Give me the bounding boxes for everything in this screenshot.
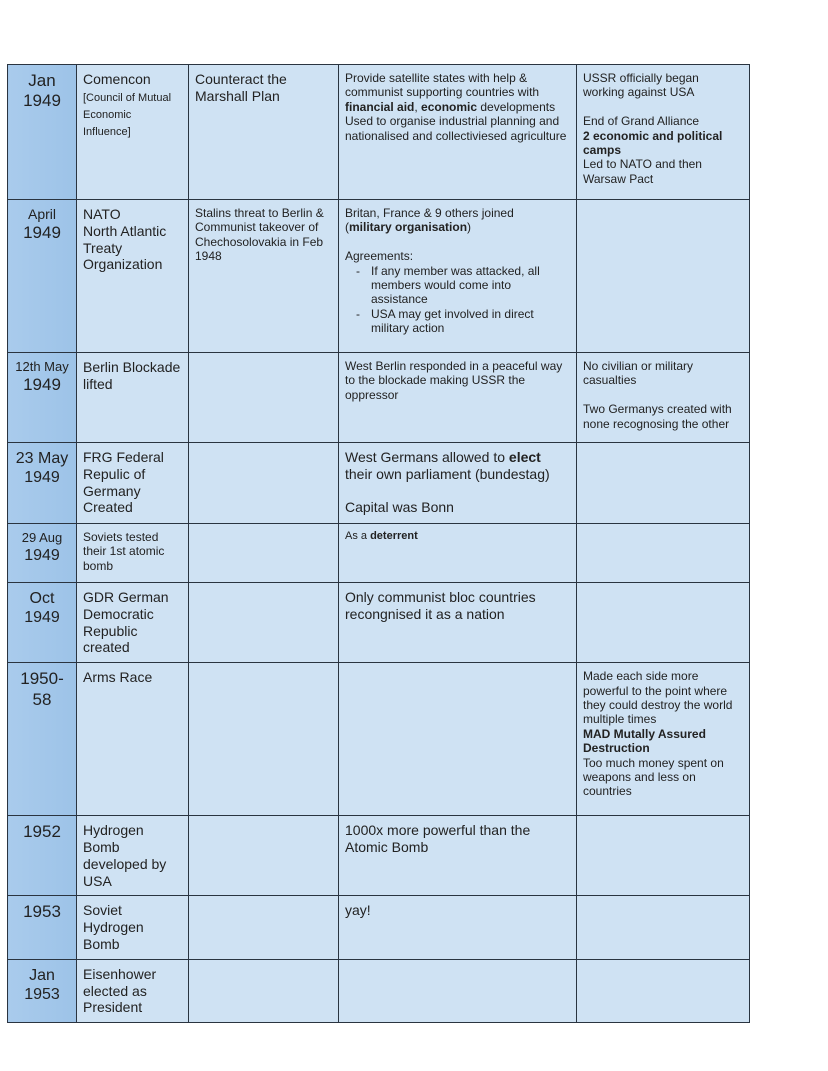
text-line xyxy=(83,669,182,686)
event-cell xyxy=(77,65,189,200)
table-row xyxy=(8,524,750,583)
history-timeline-table xyxy=(7,64,750,1023)
date-year: 1949 xyxy=(23,222,61,242)
event-cell xyxy=(77,959,189,1022)
date-cell xyxy=(8,524,77,583)
table-row xyxy=(8,443,750,524)
text-line xyxy=(83,88,182,140)
table-row xyxy=(8,896,750,959)
bold-text: military organisation xyxy=(349,220,468,235)
text-segment: Provide satellite states with help & communist supporting countries with xyxy=(345,71,540,100)
text-segment: If any member was attacked, all members would come into assistance xyxy=(371,263,540,307)
text-segment: Stalins threat to Berlin & Communist takeover of Chechosolovakia in Feb 1948 xyxy=(195,206,324,264)
bullet-dash-icon: - xyxy=(356,306,360,321)
bullet-item xyxy=(345,264,570,307)
text-line xyxy=(345,71,570,114)
text-line xyxy=(583,727,743,756)
cause-cell xyxy=(189,959,339,1022)
table-row xyxy=(8,583,750,663)
description-cell xyxy=(339,443,577,524)
cause-cell xyxy=(189,443,339,524)
text-line xyxy=(345,249,570,263)
text-line xyxy=(345,483,570,500)
text-line xyxy=(83,206,182,223)
text-line xyxy=(583,359,743,388)
event-cell xyxy=(77,663,189,816)
text-line xyxy=(345,235,570,249)
cause-cell xyxy=(189,896,339,959)
text-segment: Two Germanys created with none recognosing the other xyxy=(583,402,732,431)
table-body xyxy=(8,65,750,1023)
date-cell xyxy=(8,443,77,524)
text-line xyxy=(83,71,182,88)
text-line xyxy=(345,114,570,143)
text-segment: Berlin Blockade lifted xyxy=(83,359,181,392)
text-segment: As a xyxy=(345,530,371,542)
date-month: 1953 xyxy=(23,902,61,922)
text-segment: No civilian or military casualties xyxy=(583,359,694,388)
event-cell xyxy=(77,443,189,524)
date-month: 1950- xyxy=(20,669,64,689)
date-month: 29 Aug xyxy=(21,530,63,545)
bullet-text xyxy=(371,307,570,336)
cause-cell xyxy=(189,200,339,353)
bold-text: economic xyxy=(421,99,478,114)
text-segment: ) xyxy=(467,220,472,235)
text-line xyxy=(345,822,570,856)
text-line xyxy=(583,756,743,799)
text-line xyxy=(345,902,570,919)
event-cell xyxy=(77,583,189,663)
bold-text: 2 economic and political camps xyxy=(583,128,723,157)
text-line xyxy=(83,223,182,273)
text-segment: Agreements: xyxy=(345,249,414,264)
text-segment: Soviet Hydrogen Bomb xyxy=(83,902,144,952)
date-year: 58 xyxy=(32,689,52,709)
text-segment: ( xyxy=(345,220,349,235)
text-segment: FRG Federal Repulic of Germany Created xyxy=(83,449,164,516)
text-segment: , xyxy=(414,99,422,114)
text-line xyxy=(345,589,570,623)
table-row xyxy=(8,200,750,353)
date-cell xyxy=(8,65,77,200)
text-segment: West Germans allowed to xyxy=(345,449,509,465)
bold-text: MAD Mutally Assured Destruction xyxy=(583,726,706,756)
text-segment: Led to NATO and then Warsaw Pact xyxy=(583,157,702,186)
bullet-dash-icon: - xyxy=(356,263,360,278)
date-month: Jan xyxy=(29,966,55,984)
text-line xyxy=(345,499,570,516)
consequence-cell xyxy=(577,583,750,663)
text-segment: Britan, France & 9 others joined xyxy=(345,206,514,220)
text-segment: Eisenhower elected as President xyxy=(83,965,157,1016)
date-year: 1949 xyxy=(24,609,60,627)
event-cell xyxy=(77,200,189,353)
text-segment: End of Grand Alliance xyxy=(583,114,700,129)
description-cell xyxy=(339,896,577,959)
description-cell xyxy=(339,200,577,353)
description-cell xyxy=(339,583,577,663)
cause-cell xyxy=(189,65,339,200)
date-year: 1949 xyxy=(23,374,61,394)
consequence-cell xyxy=(577,663,750,816)
text-line xyxy=(83,822,182,889)
date-year: 1949 xyxy=(23,91,61,111)
date-year: 1953 xyxy=(24,985,60,1003)
table-row xyxy=(8,959,750,1022)
text-segment: 1000x more powerful than the Atomic Bomb xyxy=(345,822,531,855)
description-cell xyxy=(339,65,577,200)
cause-cell xyxy=(189,816,339,896)
text-line xyxy=(583,129,743,158)
text-line xyxy=(345,449,570,483)
cause-cell xyxy=(189,583,339,663)
text-line xyxy=(83,449,182,516)
date-year: 1949 xyxy=(24,469,60,487)
note-text: [Council of Mutual Economic Influence] xyxy=(83,91,172,139)
consequence-cell xyxy=(577,959,750,1022)
text-line xyxy=(345,530,570,543)
text-segment: Capital was Bonn xyxy=(345,499,454,516)
consequence-cell xyxy=(577,65,750,200)
date-cell xyxy=(8,583,77,663)
text-line xyxy=(195,206,332,264)
text-segment: USSR officially began working against USA xyxy=(583,71,699,100)
text-line xyxy=(83,902,182,952)
text-segment: USA may get involved in direct military action xyxy=(371,306,534,336)
description-cell xyxy=(339,959,577,1022)
date-month: Jan xyxy=(28,71,56,90)
bullet-item xyxy=(345,307,570,336)
text-line xyxy=(583,100,743,114)
text-line xyxy=(83,589,182,656)
table-row xyxy=(8,65,750,200)
bold-text: financial aid xyxy=(345,99,415,114)
date-cell xyxy=(8,959,77,1022)
text-line xyxy=(345,220,570,234)
description-cell xyxy=(339,816,577,896)
text-segment: Used to organise industrial planning and nationalised and collectiviesed agriculture xyxy=(345,114,567,143)
text-line xyxy=(583,157,743,186)
text-line xyxy=(583,388,743,402)
consequence-cell xyxy=(577,443,750,524)
text-line xyxy=(345,206,570,220)
text-segment: Soviets tested their 1st atomic bomb xyxy=(83,530,165,573)
text-line xyxy=(583,114,743,128)
table-row xyxy=(8,816,750,896)
cause-cell xyxy=(189,663,339,816)
text-segment: their own parliament (bundestag) xyxy=(345,465,550,482)
text-segment: Hydrogen Bomb developed by USA xyxy=(83,822,167,889)
table-row xyxy=(8,353,750,443)
text-line xyxy=(345,359,570,402)
bullet-text xyxy=(371,264,570,307)
text-line xyxy=(83,359,182,393)
text-segment: developments xyxy=(477,99,556,114)
event-cell xyxy=(77,816,189,896)
event-cell xyxy=(77,896,189,959)
text-segment: NATO xyxy=(83,206,121,222)
date-month: April xyxy=(27,206,56,222)
text-segment: Comencon xyxy=(83,71,151,87)
consequence-cell xyxy=(577,524,750,583)
date-month: Oct xyxy=(29,590,55,607)
text-line xyxy=(83,966,182,1016)
date-cell xyxy=(8,816,77,896)
bold-text: deterrent xyxy=(370,530,418,542)
text-segment: Arms Race xyxy=(83,669,153,686)
text-segment: Made each side more powerful to the point where they could destroy the world multiple times xyxy=(583,669,733,727)
date-month: 23 May xyxy=(15,450,69,467)
date-month: 1952 xyxy=(23,822,61,842)
consequence-cell xyxy=(577,816,750,896)
text-segment: North Atlantic Treaty Organization xyxy=(83,222,167,273)
date-cell xyxy=(8,200,77,353)
event-cell xyxy=(77,524,189,583)
text-segment: yay! xyxy=(345,902,371,919)
date-month: 12th May xyxy=(15,359,69,374)
table-row xyxy=(8,663,750,816)
cause-cell xyxy=(189,353,339,443)
event-cell xyxy=(77,353,189,443)
description-cell xyxy=(339,663,577,816)
consequence-cell xyxy=(577,896,750,959)
text-line xyxy=(195,71,332,105)
date-cell xyxy=(8,896,77,959)
bold-text: elect xyxy=(508,449,541,465)
text-line xyxy=(83,530,182,573)
consequence-cell xyxy=(577,353,750,443)
date-cell xyxy=(8,353,77,443)
description-cell xyxy=(339,524,577,583)
text-line xyxy=(583,71,743,100)
description-cell xyxy=(339,353,577,443)
date-cell xyxy=(8,663,77,816)
text-segment: Too much money spent on weapons and less on countries xyxy=(583,755,724,799)
text-line xyxy=(583,402,743,431)
text-segment: Counteract the Marshall Plan xyxy=(195,71,287,104)
cause-cell xyxy=(189,524,339,583)
text-segment: Only communist bloc countries recongnised it as a nation xyxy=(345,589,536,622)
consequence-cell xyxy=(577,200,750,353)
text-line xyxy=(583,669,743,727)
text-segment: West Berlin responded in a peaceful way to the blockade making USSR the oppressor xyxy=(345,359,563,402)
date-year: 1949 xyxy=(24,546,60,564)
text-segment: GDR German Democratic Republic created xyxy=(83,589,169,656)
